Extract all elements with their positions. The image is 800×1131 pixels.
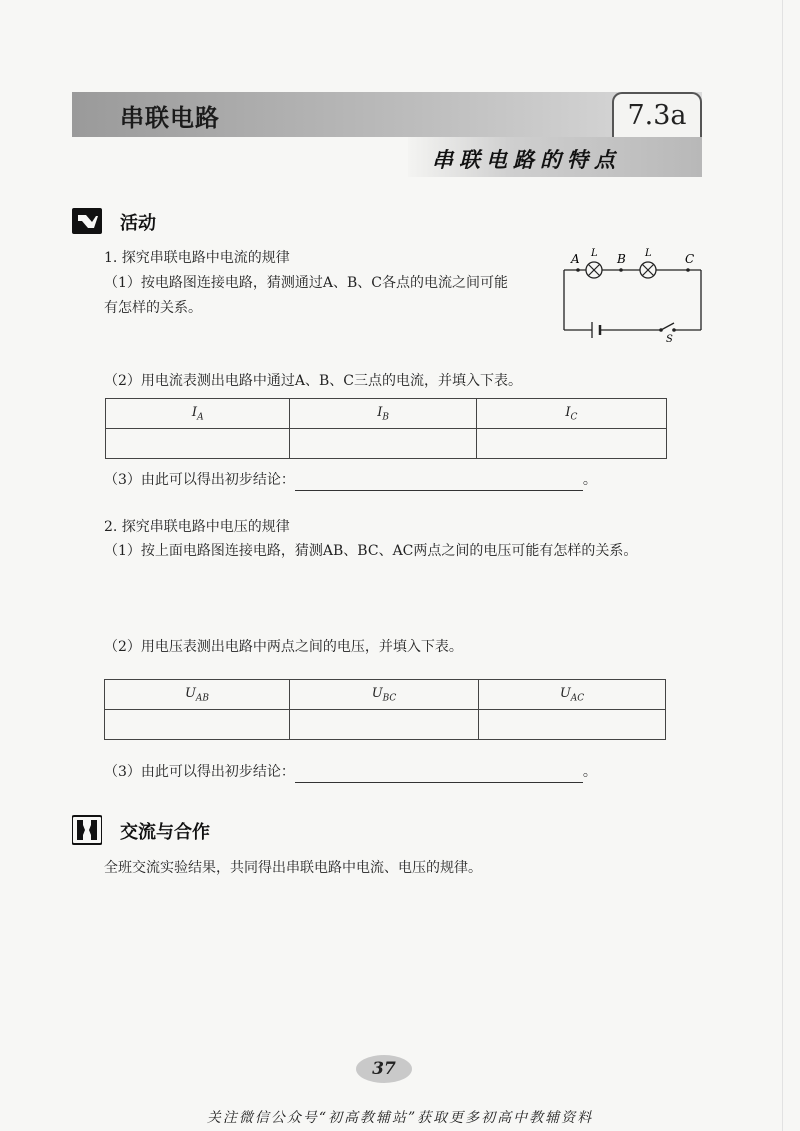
battery-symbol	[592, 322, 600, 338]
footer-note: 关注微信公众号“初高教辅站”获取更多初高中教辅资料	[206, 1110, 594, 1126]
table-header-uab: $U_{AB}$	[105, 680, 290, 710]
switch-symbol	[659, 323, 676, 332]
circuit-label-l2: L	[645, 248, 652, 259]
circuit-label-a: A	[571, 252, 580, 266]
series-circuit-diagram	[560, 246, 710, 350]
task2-step3-label: （3）由此可以得出初步结论：	[104, 764, 295, 780]
table-cell-ib[interactable]	[290, 429, 476, 459]
task1-conclusion-blank[interactable]	[295, 476, 583, 491]
cooperation-icon	[72, 815, 102, 849]
task1-step1-line1: （1）按电路图连接电路，猜测通过A、B、C各点的电流之间可能	[104, 275, 509, 291]
lamp-2-symbol	[640, 262, 656, 278]
circuit-label-s: S	[666, 334, 673, 345]
table-header-uac: $U_{AC}$	[479, 680, 666, 710]
task2-step1: （1）按上面电路图连接电路，猜测AB、BC、AC两点之间的电压可能有怎样的关系。	[104, 543, 638, 559]
chapter-title: 串联电路	[120, 104, 220, 132]
task1-step2: （2）用电流表测出电路中通过A、B、C三点的电流，并填入下表。	[104, 373, 523, 389]
task1-title: 1. 探究串联电路中电流的规律	[104, 250, 290, 266]
table-header-ib: $I_B$	[290, 399, 476, 429]
task2-conclusion-blank[interactable]	[295, 768, 583, 783]
table-cell-uac[interactable]	[479, 710, 666, 740]
section-subtitle: 串联电路的特点	[432, 148, 621, 172]
table-header-ic: $I_C$	[476, 399, 666, 429]
circuit-label-l1: L	[591, 248, 598, 259]
page-edge-line	[782, 0, 783, 1131]
table-cell-ia[interactable]	[106, 429, 290, 459]
task1-step3: （3）由此可以得出初步结论： 。	[104, 469, 597, 491]
task2-title: 2. 探究串联电路中电压的规律	[104, 519, 290, 535]
task1-step1-line2: 有怎样的关系。	[104, 300, 202, 316]
cooperation-heading: 交流与合作	[120, 822, 210, 843]
current-table	[105, 398, 667, 459]
activity-heading: 活动	[120, 213, 156, 234]
table-row	[106, 429, 667, 459]
cooperation-text: 全班交流实验结果，共同得出串联电路中电流、电压的规律。	[104, 860, 482, 876]
circuit-label-c: C	[685, 252, 695, 266]
activity-icon	[72, 206, 102, 240]
task2-step3: （3）由此可以得出初步结论： 。	[104, 761, 597, 783]
lamp-1-symbol	[586, 262, 602, 278]
table-row	[105, 710, 666, 740]
section-number-badge: 7.3a	[612, 92, 702, 137]
task1-step3-label: （3）由此可以得出初步结论：	[104, 472, 295, 488]
table-header-row	[105, 680, 666, 710]
table-header-ubc: $U_{BC}$	[290, 680, 479, 710]
circuit-label-b: B	[617, 252, 626, 266]
table-header-ia: $I_A$	[106, 399, 290, 429]
voltage-table	[104, 679, 666, 740]
page-number: 37	[356, 1055, 412, 1083]
table-cell-ubc[interactable]	[290, 710, 479, 740]
table-cell-uab[interactable]	[105, 710, 290, 740]
table-header-row	[106, 399, 667, 429]
task2-step2: （2）用电压表测出电路中两点之间的电压，并填入下表。	[104, 639, 463, 655]
table-cell-ic[interactable]	[476, 429, 666, 459]
